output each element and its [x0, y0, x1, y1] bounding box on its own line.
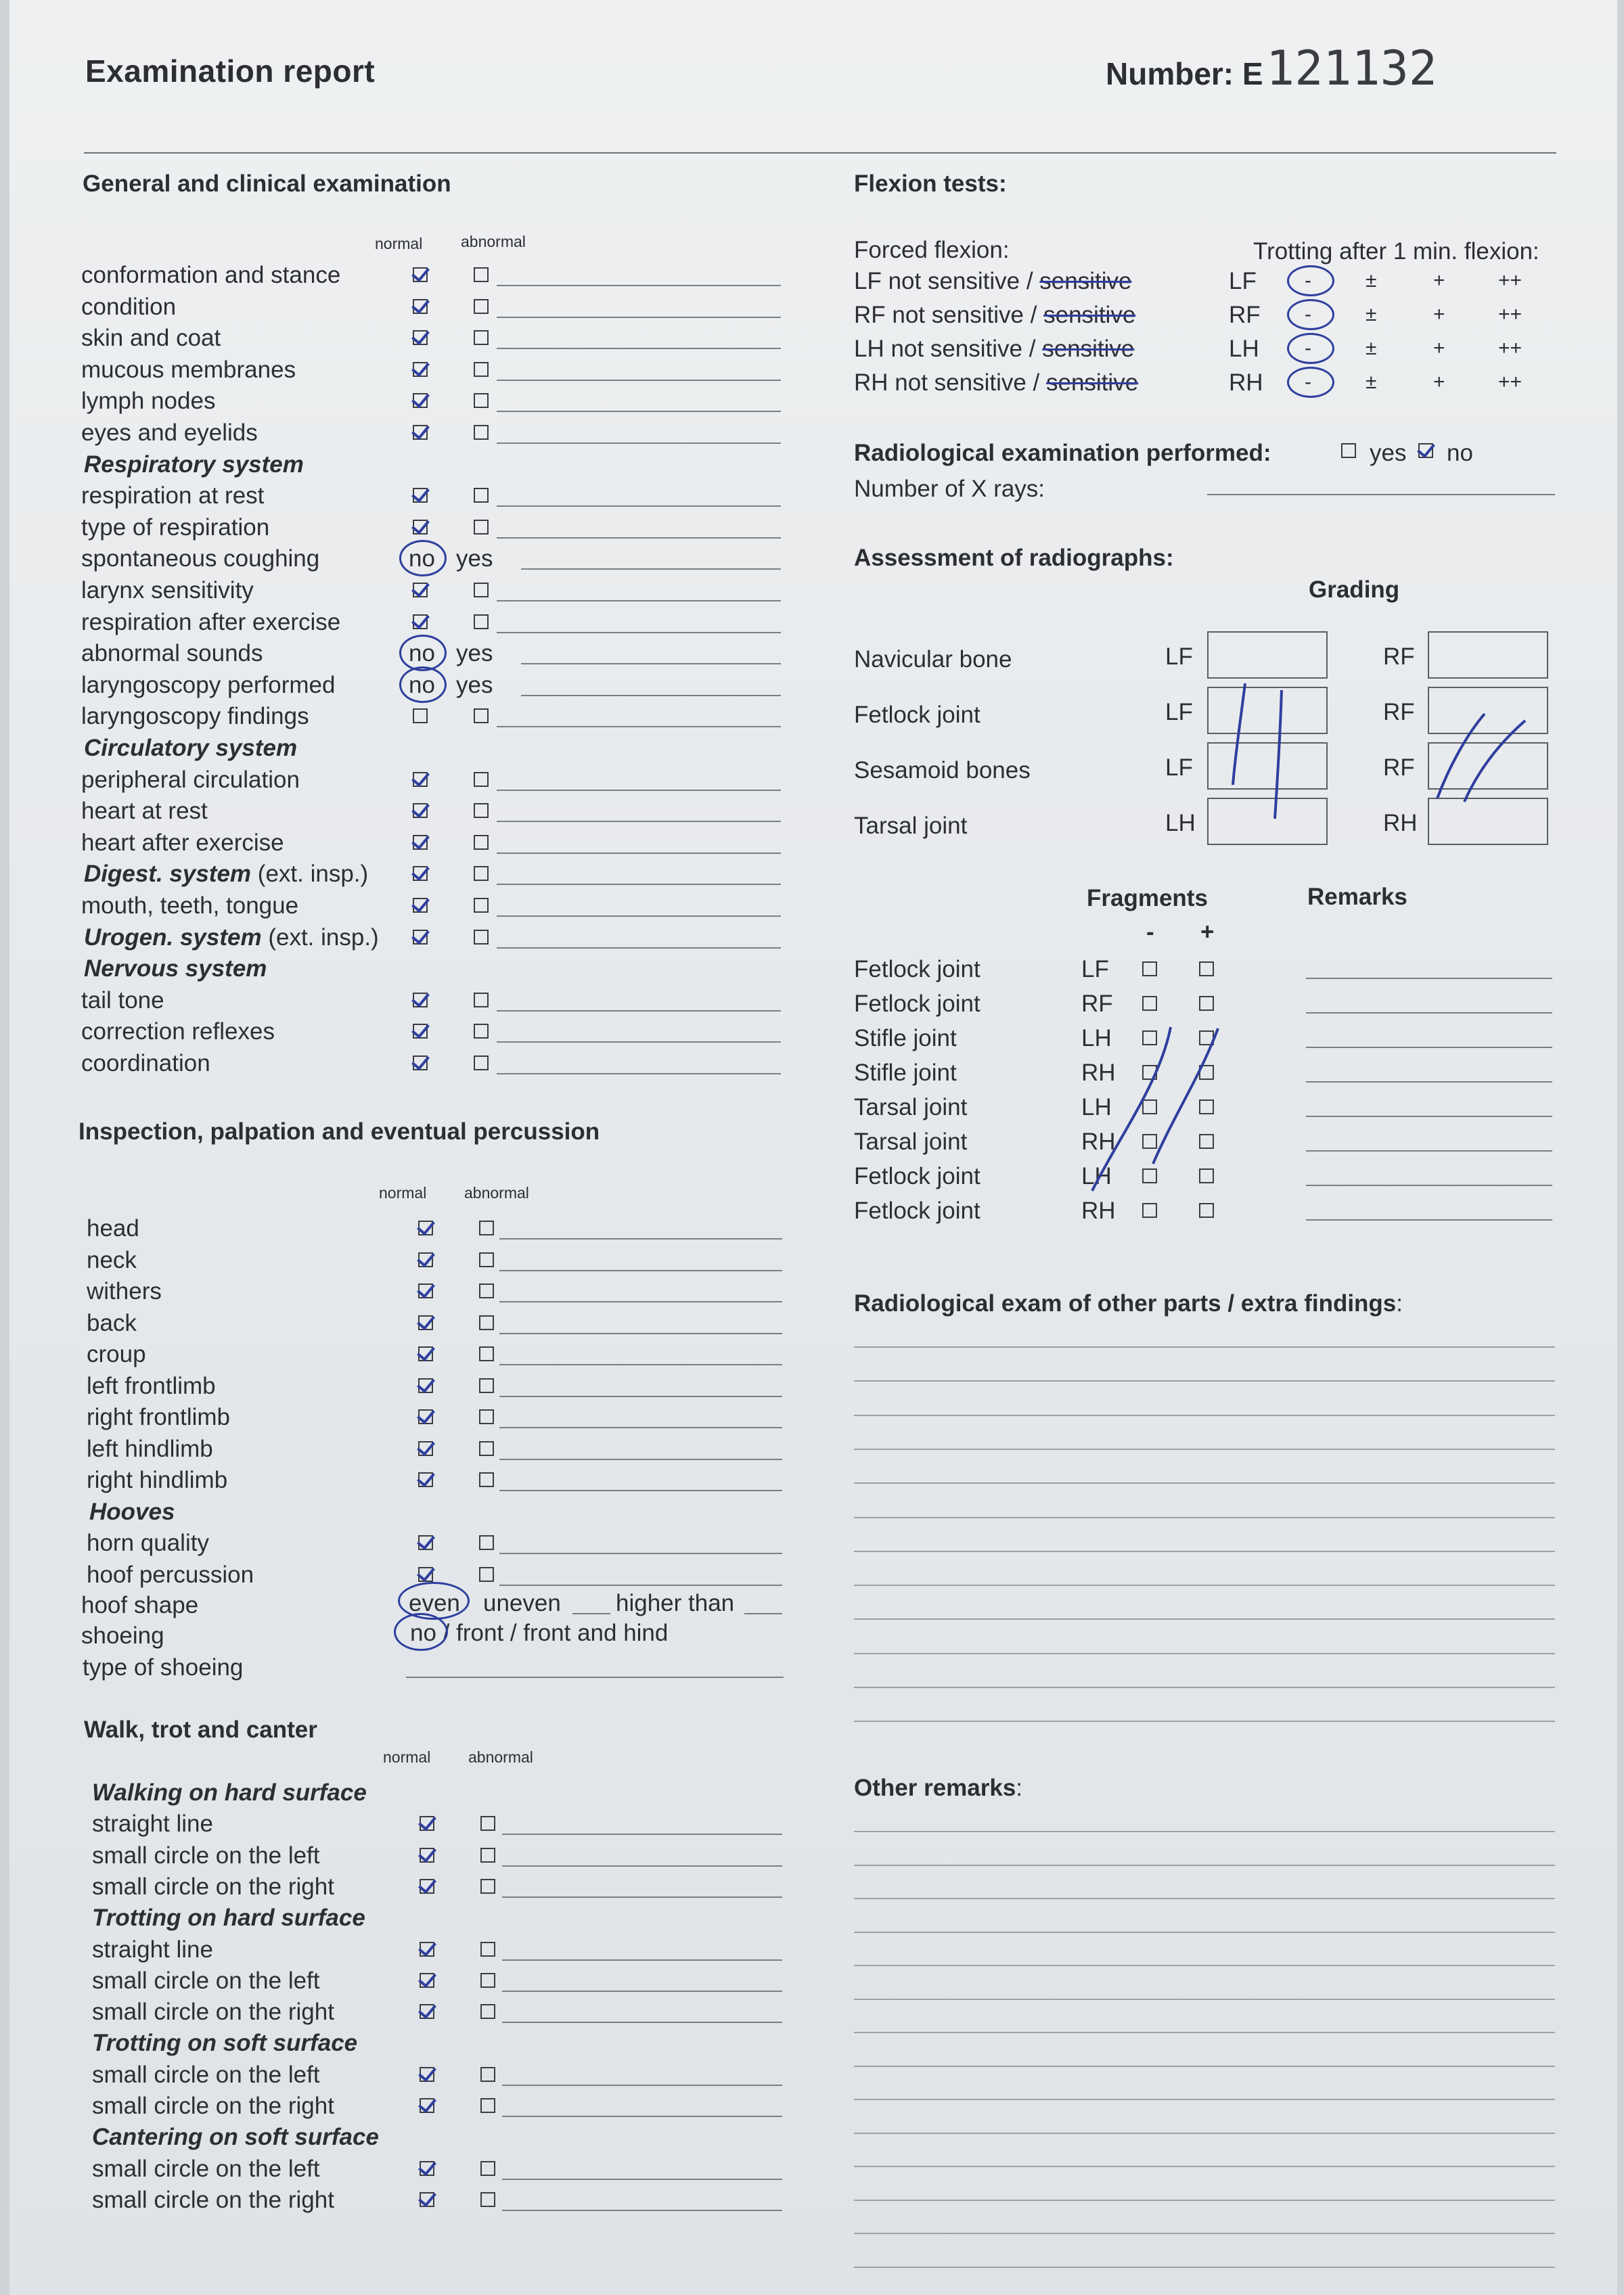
fragment-label-1: Fetlock joint: [854, 991, 980, 1017]
general-yes-option-12[interactable]: yes: [456, 640, 493, 667]
inspection-label-5: left frontlimb: [87, 1372, 216, 1399]
general-yes-option-9[interactable]: yes: [456, 545, 493, 572]
walk-label-9: small circle on the left: [92, 2061, 320, 2088]
forced-flexion-label: Forced flexion:: [854, 237, 1010, 263]
walk-section-8: Trotting on soft surface: [92, 2030, 358, 2057]
walk-heading: Walk, trot and canter: [84, 1717, 317, 1743]
general-label-12: abnormal sounds: [81, 640, 263, 667]
general-section-item-suffix: (ext. insp.): [251, 861, 369, 888]
flexion-grade-1-0[interactable]: -: [1305, 303, 1311, 325]
inspection-col-normal: normal: [379, 1184, 427, 1202]
inspection-label-0: head: [87, 1215, 139, 1242]
hoof-shape-label: hoof shape: [81, 1592, 199, 1618]
xrays-label: Number of X rays:: [854, 476, 1045, 502]
flexion-grade-0-2[interactable]: +: [1433, 269, 1445, 292]
assessment-left-limb-2: LF: [1165, 754, 1193, 781]
flexion-struck-word: sensitive: [1046, 369, 1139, 396]
general-label-18: heart after exercise: [81, 829, 284, 856]
flexion-grade-3-1[interactable]: ±: [1366, 371, 1377, 393]
number-label: Number: E: [1106, 56, 1263, 91]
general-label-0: conformation and stance: [81, 262, 341, 288]
general-label-5: eyes and eyelids: [81, 419, 258, 446]
fragment-limb-0: LF: [1081, 956, 1109, 982]
general-label-17: heart at rest: [81, 798, 208, 825]
grading-fetlock-right-mark: [1437, 714, 1485, 798]
general-section-6: Respiratory system: [84, 451, 304, 478]
hoof-shape-even[interactable]: even: [409, 1590, 460, 1616]
general-label-4: lymph nodes: [81, 388, 216, 415]
flexion-grade-2-0[interactable]: -: [1305, 337, 1311, 359]
inspection-section-9: Hooves: [89, 1498, 175, 1525]
inspection-label-3: back: [87, 1309, 137, 1336]
assessment-label-2: Sesamoid bones: [854, 757, 1031, 783]
flexion-limb-1: RF: [1229, 302, 1261, 328]
general-section-item-suffix: (ext. insp.): [261, 924, 379, 951]
radiological-yes-label: yes: [1370, 440, 1407, 466]
walk-label-2: small circle on the left: [92, 1842, 320, 1869]
flexion-grade-0-3[interactable]: ++: [1498, 269, 1522, 292]
shoeing-label: shoeing: [81, 1622, 164, 1649]
walk-label-6: small circle on the left: [92, 1967, 320, 1994]
fragment-limb-6: LH: [1081, 1163, 1112, 1189]
fragment-limb-1: RF: [1081, 991, 1113, 1017]
inspection-label-10: horn quality: [87, 1530, 209, 1556]
assessment-left-limb-0: LF: [1165, 643, 1193, 670]
inspection-heading: Inspection, palpation and eventual percussion: [78, 1118, 600, 1145]
fragment-label-6: Fetlock joint: [854, 1163, 980, 1189]
general-label-3: mucous membranes: [81, 356, 296, 383]
flexion-struck-word: sensitive: [1039, 268, 1132, 294]
flexion-grade-2-1[interactable]: ±: [1366, 337, 1377, 359]
inspection-label-2: withers: [87, 1278, 162, 1304]
flexion-grade-3-3[interactable]: ++: [1498, 371, 1522, 393]
other-remarks-heading: Other remarks:: [854, 1775, 1023, 1801]
number-value: 121132: [1266, 41, 1437, 96]
general-label-8: type of respiration: [81, 514, 270, 541]
fragment-label-7: Fetlock joint: [854, 1198, 980, 1224]
radiological-no-label: no: [1447, 440, 1473, 466]
walk-label-5: straight line: [92, 1936, 213, 1963]
fragment-limb-3: RH: [1081, 1060, 1116, 1086]
general-label-14: laryngoscopy findings: [81, 703, 309, 730]
hoof-shape-uneven[interactable]: uneven: [483, 1590, 561, 1616]
assessment-right-limb-0: RF: [1383, 643, 1415, 670]
fragment-limb-5: RH: [1081, 1129, 1116, 1155]
flexion-grade-1-3[interactable]: ++: [1498, 303, 1522, 325]
shoeing-options[interactable]: no / front / front and hind: [410, 1620, 669, 1646]
general-heading: General and clinical examination: [83, 171, 451, 197]
assessment-label-0: Navicular bone: [854, 646, 1012, 673]
general-section-15: Circulatory system: [84, 735, 298, 761]
flexion-struck-word: sensitive: [1043, 302, 1136, 328]
general-label-25: coordination: [81, 1050, 210, 1076]
other-parts-heading: Radiological exam of other parts / extra findings:: [854, 1290, 1403, 1317]
inspection-label-7: left hindlimb: [87, 1435, 213, 1462]
walk-section-4: Trotting on hard surface: [92, 1905, 365, 1932]
assessment-heading: Assessment of radiographs:: [854, 545, 1174, 571]
grading-heading: Grading: [1309, 576, 1400, 603]
walk-label-10: small circle on the right: [92, 2093, 334, 2119]
remarks-heading: Remarks: [1307, 884, 1407, 910]
handwriting-layer: [9, 0, 1617, 2295]
general-yes-option-13[interactable]: yes: [456, 671, 493, 698]
walk-label-13: small circle on the right: [92, 2186, 334, 2213]
grading-sesamoid-left-mark: [1275, 690, 1282, 819]
assessment-left-limb-1: LF: [1165, 699, 1193, 725]
general-label-13: laryngoscopy performed: [81, 671, 336, 698]
assessment-right-limb-2: RF: [1383, 754, 1415, 781]
inspection-label-11: hoof percussion: [87, 1561, 254, 1588]
general-no-option-9[interactable]: no: [409, 545, 435, 572]
general-label-10: larynx sensitivity: [81, 577, 254, 604]
general-no-option-13[interactable]: no: [409, 671, 435, 698]
flexion-grade-1-1[interactable]: ±: [1366, 303, 1377, 325]
grading-sesamoid-right-mark: [1464, 721, 1525, 802]
general-label-2: skin and coat: [81, 325, 221, 352]
inspection-col-abnormal: abnormal: [464, 1184, 529, 1202]
flexion-limb-0: LF: [1229, 268, 1257, 294]
general-label-20: mouth, teeth, tongue: [81, 892, 299, 919]
hoof-shape-higher: higher than: [616, 1590, 735, 1616]
report-paper: [9, 0, 1617, 2295]
radiological-heading: Radiological examination performed:: [854, 440, 1271, 466]
flexion-grade-0-1[interactable]: ±: [1366, 269, 1377, 292]
fragment-label-2: Stifle joint: [854, 1025, 957, 1051]
flexion-grade-3-2[interactable]: +: [1433, 371, 1445, 393]
fragment-label-5: Tarsal joint: [854, 1129, 968, 1155]
type-of-shoeing-label: type of shoeing: [83, 1654, 244, 1681]
general-section-item-name: Digest. system: [84, 861, 252, 888]
fragment-label-0: Fetlock joint: [854, 956, 980, 982]
fragment-limb-2: LH: [1081, 1025, 1112, 1051]
general-section-item-name: Urogen. system: [84, 924, 262, 951]
general-label-1: condition: [81, 293, 177, 320]
general-section-22: Nervous system: [84, 955, 267, 982]
grading-fetlock-left-mark: [1233, 683, 1245, 785]
fragment-label-4: Tarsal joint: [854, 1094, 968, 1120]
assessment-label-1: Fetlock joint: [854, 702, 980, 728]
general-col-abnormal: abnormal: [461, 233, 526, 250]
general-label-24: correction reflexes: [81, 1018, 275, 1045]
assessment-label-3: Tarsal joint: [854, 813, 968, 839]
flexion-grade-0-0[interactable]: -: [1305, 269, 1311, 292]
assessment-right-limb-3: RH: [1383, 810, 1418, 836]
flexion-struck-word: sensitive: [1042, 336, 1135, 362]
inspection-label-8: right hindlimb: [87, 1467, 228, 1493]
inspection-label-6: right frontlimb: [87, 1404, 231, 1430]
fragment-limb-4: LH: [1081, 1094, 1112, 1120]
walk-col-normal: normal: [383, 1748, 431, 1766]
assessment-right-limb-1: RF: [1383, 699, 1415, 725]
walk-col-abnormal: abnormal: [468, 1748, 533, 1766]
flexion-grade-3-0[interactable]: -: [1305, 371, 1311, 393]
flexion-limb-3: RH: [1229, 369, 1263, 396]
fragments-strike-1: [1092, 1027, 1171, 1191]
flexion-grade-2-3[interactable]: ++: [1498, 337, 1522, 359]
flexion-limb-2: LH: [1229, 336, 1259, 362]
walk-label-3: small circle on the right: [92, 1873, 334, 1900]
inspection-label-1: neck: [87, 1246, 137, 1273]
fragment-label-3: Stifle joint: [854, 1060, 957, 1086]
general-label-9: spontaneous coughing: [81, 545, 320, 572]
inspection-label-4: croup: [87, 1341, 146, 1367]
general-label-11: respiration after exercise: [81, 608, 341, 635]
fragment-limb-7: RH: [1081, 1198, 1116, 1224]
fragments-minus-header: -: [1146, 919, 1154, 945]
walk-label-7: small circle on the right: [92, 1999, 334, 2026]
flexion-text: LH not sensitive /: [854, 336, 1043, 362]
fragments-strike-2: [1153, 1028, 1218, 1164]
flexion-heading: Flexion tests:: [854, 171, 1007, 197]
walk-section-0: Walking on hard surface: [92, 1779, 367, 1806]
walk-label-1: straight line: [92, 1811, 213, 1838]
general-col-normal: normal: [375, 235, 423, 252]
general-no-option-12[interactable]: no: [409, 640, 435, 667]
flexion-text: RF not sensitive /: [854, 302, 1044, 328]
trotting-flexion-label: Trotting after 1 min. flexion:: [1253, 238, 1539, 265]
general-label-16: peripheral circulation: [81, 766, 300, 793]
walk-label-12: small circle on the left: [92, 2155, 320, 2182]
flexion-grade-2-2[interactable]: +: [1433, 337, 1445, 359]
page-title: Examination report: [85, 53, 376, 89]
walk-section-11: Cantering on soft surface: [92, 2124, 379, 2151]
flexion-grade-1-2[interactable]: +: [1433, 303, 1445, 325]
general-label-23: tail tone: [81, 986, 164, 1014]
general-label-7: respiration at rest: [81, 482, 265, 509]
flexion-text: RH not sensitive /: [854, 369, 1046, 396]
fragments-heading: Fragments: [1087, 885, 1208, 911]
flexion-text: LF not sensitive /: [854, 268, 1040, 294]
assessment-left-limb-3: LH: [1165, 810, 1196, 836]
fragments-plus-header: +: [1200, 919, 1215, 945]
